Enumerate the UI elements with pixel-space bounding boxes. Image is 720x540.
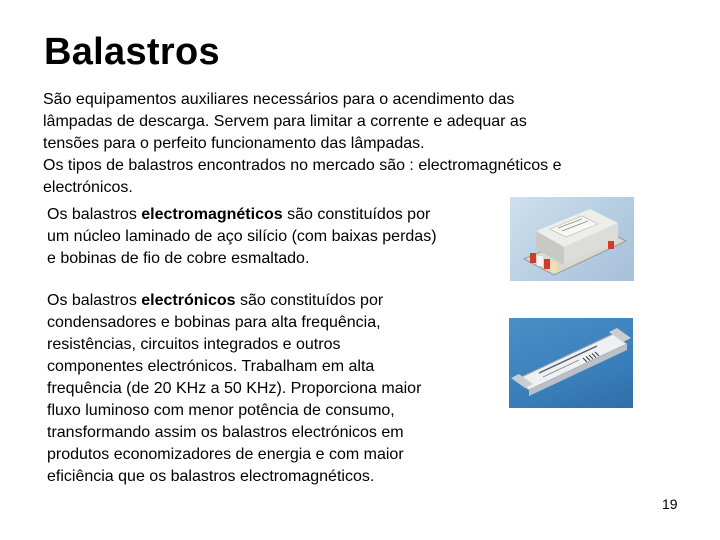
electronic-line: produtos economizadores de energia e com maior (47, 446, 404, 463)
intro-line: electrónicos. (43, 179, 133, 196)
electronic-line: eficiência que os balastros electromagnéticos. (47, 468, 375, 485)
intro-paragraph (43, 89, 683, 199)
electronic-first-line: Os balastros electrónicos são constituídos por (47, 292, 384, 309)
electronic-line: componentes electrónicos. Trabalham em alta (47, 358, 375, 375)
electronic-line: condensadores e bobinas para alta frequência, (47, 314, 381, 331)
intro-line: lâmpadas de descarga. Servem para limitar a corrente e adequar as (43, 113, 527, 130)
electromagnetic-line: um núcleo laminado de aço silício (com baixas perdas) (47, 228, 437, 245)
page-number: 19 (662, 496, 678, 512)
electronic-term: electrónicos (141, 292, 236, 309)
electromagnetic-line: e bobinas de fio de cobre esmaltado. (47, 250, 310, 267)
electronic-line: fluxo luminoso com menor potência de consumo, (47, 402, 395, 419)
electromagnetic-term: electromagnéticos (141, 206, 283, 223)
intro-line: São equipamentos auxiliares necessários para o acendimento das (43, 91, 515, 108)
electronic-ballast-photo (509, 318, 633, 408)
intro-line: Os tipos de balastros encontrados no mercado são : electromagnéticos e (43, 157, 562, 174)
electronic-section (47, 290, 497, 488)
electromagnetic-first-line: Os balastros electromagnéticos são constituídos por (47, 206, 431, 223)
electronic-line: transformando assim os balastros electrónicos em (47, 424, 404, 441)
electronic-line: frequência (de 20 KHz a 50 KHz). Proporciona maior (47, 380, 422, 397)
electromagnetic-section (47, 204, 497, 270)
intro-line: tensões para o perfeito funcionamento das lâmpadas. (43, 135, 425, 152)
slide-title: Balastros (44, 31, 220, 73)
electromagnetic-ballast-photo (510, 197, 634, 281)
electronic-line: resistências, circuitos integrados e outros (47, 336, 341, 353)
